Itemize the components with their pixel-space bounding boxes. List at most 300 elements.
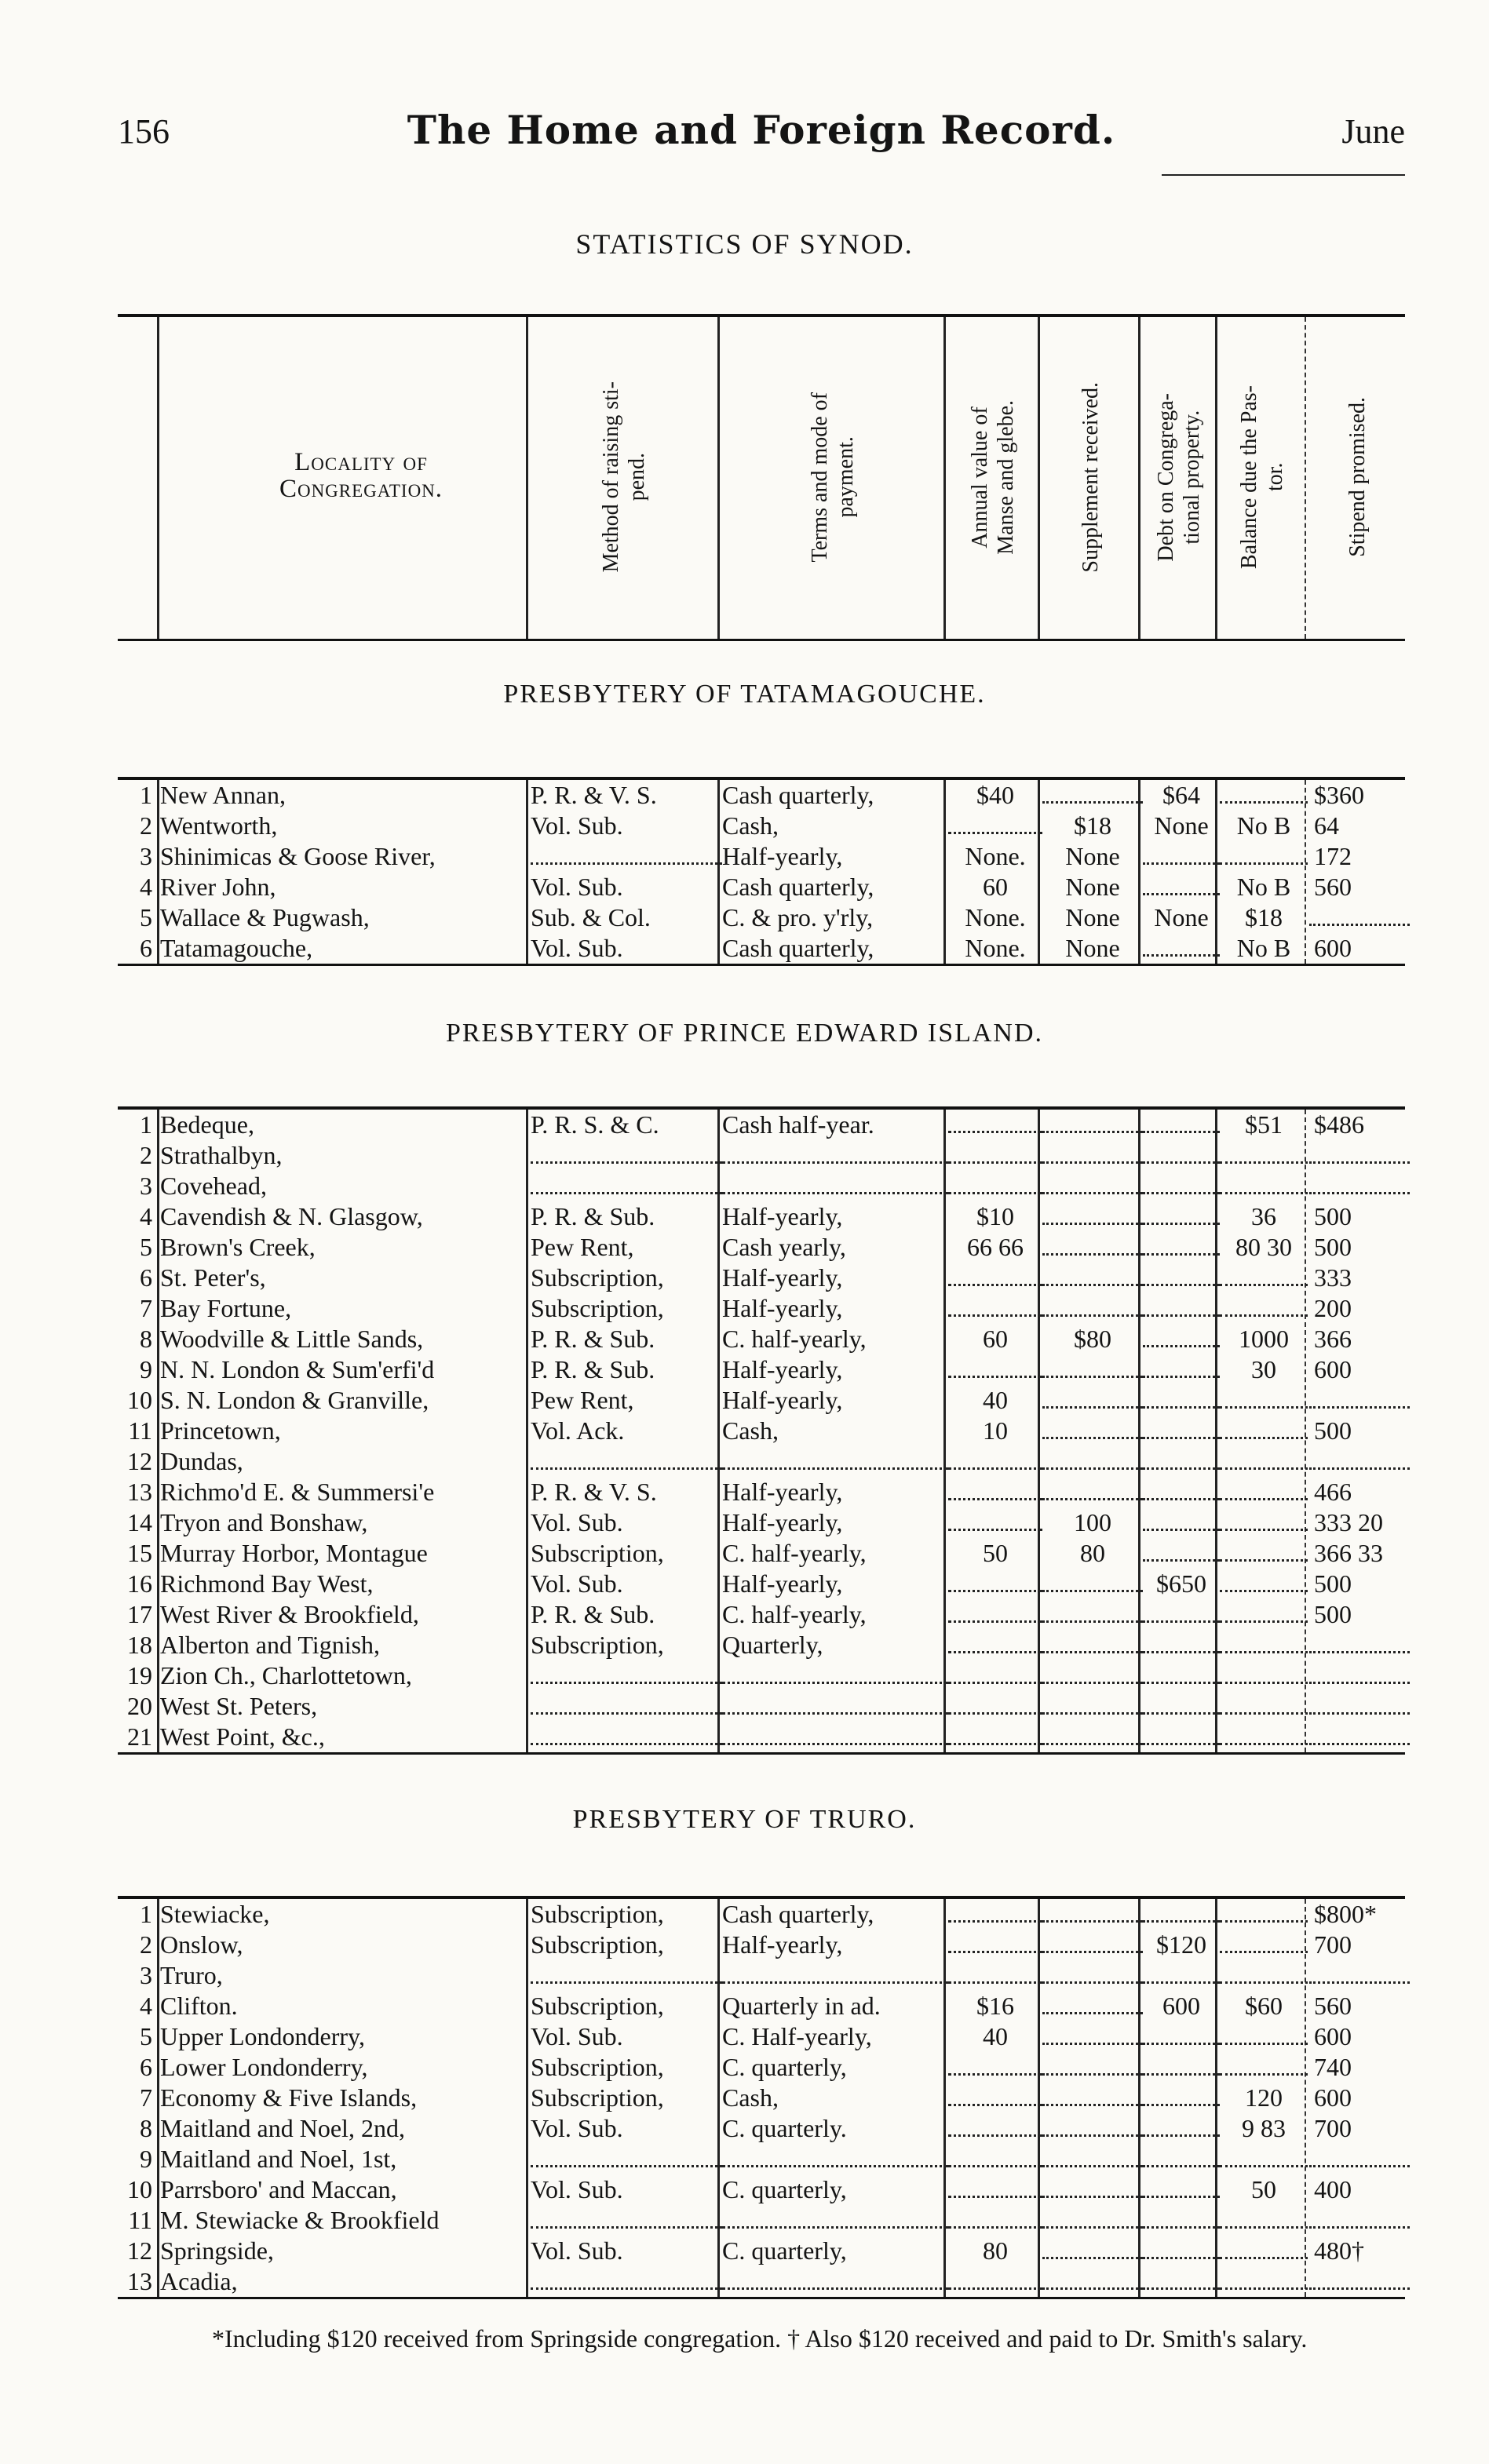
stipend-promised: 500 — [1314, 1233, 1352, 1261]
table-row — [118, 1691, 1405, 1722]
supplement-received — [1042, 1630, 1143, 1653]
table-row — [118, 1722, 1405, 1752]
stipend-method: Vol. Sub. — [531, 2236, 623, 2265]
congregational-debt — [1143, 1722, 1220, 1745]
stipend-promised — [1309, 1446, 1410, 1470]
congregation-name: Richmond Bay West, — [160, 1569, 374, 1598]
supplement-received — [1042, 2266, 1143, 2290]
table-row — [118, 2021, 1405, 2052]
balance-due: $51 — [1245, 1110, 1283, 1139]
stipend-promised: 366 33 — [1314, 1539, 1383, 1567]
row-number: 2 — [140, 1930, 152, 1959]
row-number: 2 — [140, 811, 152, 840]
manse-value — [948, 1569, 1042, 1592]
stipend-method: Subscription, — [531, 1992, 664, 2020]
stipend-method: Vol. Sub. — [531, 934, 623, 962]
balance-due: $60 — [1245, 1992, 1283, 2020]
congregational-debt: $64 — [1162, 781, 1200, 809]
stipend-promised: 172 — [1314, 842, 1352, 870]
balance-due: 120 — [1245, 2083, 1283, 2112]
stipend-method: Vol. Sub. — [531, 1508, 623, 1536]
row-number: 6 — [140, 2053, 152, 2081]
payment-terms: Cash, — [722, 1416, 779, 1445]
row-number: 13 — [127, 2267, 152, 2295]
payment-terms: C. quarterly. — [722, 2114, 847, 2142]
payment-terms: Cash quarterly, — [722, 873, 874, 901]
supplement-received — [1042, 1263, 1143, 1286]
balance-due: No B — [1236, 811, 1291, 840]
congregational-debt — [1143, 1477, 1220, 1500]
stipend-promised: 560 — [1314, 1992, 1352, 2020]
stipend-promised: 200 — [1314, 1294, 1352, 1322]
stipend-promised: 740 — [1314, 2053, 1352, 2081]
congregation-name: West Point, &c., — [160, 1722, 325, 1751]
supplement-received — [1042, 2113, 1143, 2137]
statistics-title: STATISTICS OF SYNOD. — [575, 228, 914, 260]
stipend-method: Subscription, — [531, 1539, 664, 1567]
stipend-method: Vol. Sub. — [531, 873, 623, 901]
supplement-received — [1042, 1232, 1143, 1256]
congregation-name: Murray Horbor, Montague — [160, 1539, 428, 1567]
terms-header-text: Terms and mode of payment. — [808, 392, 858, 563]
payment-terms: C. half-yearly, — [722, 1325, 867, 1353]
payment-terms: Quarterly, — [722, 1631, 823, 1659]
congregational-debt: None — [1154, 903, 1209, 931]
stipend-promised: 500 — [1314, 1416, 1352, 1445]
manse-value — [948, 2052, 1042, 2076]
stipend-promised: 64 — [1314, 811, 1339, 840]
supplement-received — [1042, 1354, 1143, 1378]
table-row — [118, 1507, 1405, 1538]
row-number: 12 — [127, 1447, 152, 1475]
supplement-received — [1042, 2205, 1143, 2229]
balance-due: 50 — [1251, 2175, 1276, 2203]
row-number: 13 — [127, 1478, 152, 1506]
stipend-method — [531, 1722, 722, 1745]
table-row — [118, 1354, 1405, 1385]
stipend-promised — [1309, 1140, 1410, 1164]
stipend-promised: 333 20 — [1314, 1508, 1383, 1536]
supplement-received — [1042, 2021, 1143, 2045]
balance-due — [1220, 1477, 1308, 1500]
balance-due — [1220, 1722, 1308, 1745]
supplement-received — [1042, 1569, 1143, 1592]
stipend-promised — [1309, 1691, 1410, 1715]
congregation-name: Maitland and Noel, 1st, — [160, 2145, 397, 2173]
supplement-received — [1042, 1385, 1143, 1409]
header-rule — [1162, 174, 1405, 176]
supplement-received: None — [1065, 873, 1120, 901]
manse-value — [948, 1660, 1042, 1684]
row-number: 12 — [127, 2236, 152, 2265]
congregation-name: Brown's Creek, — [160, 1233, 316, 1261]
balance-due — [1220, 1569, 1308, 1592]
balance-due: 30 — [1251, 1355, 1276, 1383]
stipend-method: Subscription, — [531, 2053, 664, 2081]
table-row — [118, 1899, 1405, 1930]
balance-due: No B — [1236, 873, 1291, 901]
stipend-method: Vol. Sub. — [531, 1569, 623, 1598]
stipend-method: P. R. & Sub. — [531, 1325, 655, 1353]
manse-value — [948, 1930, 1042, 1953]
manse-value — [948, 1722, 1042, 1745]
locality-header — [157, 449, 565, 502]
supplement-header-text: Supplement received. — [1078, 381, 1103, 573]
congregational-debt — [1143, 1660, 1220, 1684]
row-number: 1 — [140, 1110, 152, 1139]
manse-value — [948, 1263, 1042, 1286]
row-number: 8 — [140, 1325, 152, 1353]
page-header — [118, 107, 1405, 166]
payment-terms: C. Half-yearly, — [722, 2022, 872, 2050]
table-row — [118, 780, 1405, 811]
payment-terms: Half-yearly, — [722, 1930, 843, 1959]
stipend-promised: 480† — [1314, 2236, 1364, 2265]
congregation-name: West River & Brookfield, — [160, 1600, 419, 1628]
congregation-name: Bedeque, — [160, 1110, 254, 1139]
payment-terms: Half-yearly, — [722, 1386, 843, 1414]
congregational-debt — [1143, 2236, 1220, 2259]
supplement-received: None — [1065, 903, 1120, 931]
congregation-name: New Annan, — [160, 781, 286, 809]
row-number: 4 — [140, 873, 152, 901]
congregational-debt — [1143, 2266, 1220, 2290]
table-row — [118, 1446, 1405, 1477]
header-divider — [1138, 317, 1140, 639]
congregational-debt — [1143, 1385, 1220, 1409]
payment-terms: C. quarterly, — [722, 2053, 847, 2081]
row-number: 1 — [140, 1900, 152, 1928]
manse-value: 40 — [983, 1386, 1008, 1414]
manse-value — [948, 1354, 1042, 1378]
stipend-method: P. R. S. & C. — [531, 1110, 659, 1139]
manse-value — [948, 2205, 1042, 2229]
stipend-promised: 600 — [1314, 934, 1352, 962]
congregational-debt — [1143, 2113, 1220, 2137]
row-number: 17 — [127, 1600, 152, 1628]
table-row — [118, 1201, 1405, 1232]
row-number: 4 — [140, 1992, 152, 2020]
congregational-debt — [1143, 2144, 1220, 2167]
congregation-name: Strathalbyn, — [160, 1141, 283, 1169]
payment-terms: Cash, — [722, 811, 779, 840]
balance-header — [1220, 328, 1305, 626]
row-number: 10 — [127, 2175, 152, 2203]
congregation-name: Onslow, — [160, 1930, 243, 1959]
supplement-received — [1042, 1722, 1143, 1745]
congregation-name: Richmo'd E. & Summersi'e — [160, 1478, 435, 1506]
congregational-debt — [1143, 1446, 1220, 1470]
supplement-received — [1042, 1171, 1143, 1194]
locality-header-line2: Congregation. — [279, 475, 443, 503]
congregational-debt — [1143, 1263, 1220, 1286]
row-number: 5 — [140, 1233, 152, 1261]
congregational-debt — [1143, 1354, 1220, 1378]
table-row — [118, 2174, 1405, 2205]
congregation-name: Tryon and Bonshaw, — [160, 1508, 368, 1536]
stipend-method: P. R. & V. S. — [531, 781, 657, 809]
payment-terms — [722, 2266, 948, 2290]
row-number: 3 — [140, 842, 152, 870]
table-row — [118, 2083, 1405, 2113]
congregation-name: Dundas, — [160, 1447, 243, 1475]
stipend-promised — [1309, 1385, 1410, 1409]
stipend-method: Subscription, — [531, 2083, 664, 2112]
congregation-name: Covehead, — [160, 1172, 267, 1200]
payment-terms: Half-yearly, — [722, 1294, 843, 1322]
congregation-name: Maitland and Noel, 2nd, — [160, 2114, 405, 2142]
congregational-debt — [1143, 933, 1220, 957]
payment-terms: Cash, — [722, 2083, 779, 2112]
congregation-name: M. Stewiacke & Brookfield — [160, 2206, 440, 2234]
header-divider — [1305, 317, 1306, 639]
stipend-method: Vol. Ack. — [531, 1416, 625, 1445]
manse-value: 60 — [983, 873, 1008, 901]
payment-terms: Half-yearly, — [722, 1569, 843, 1598]
balance-due: 1000 — [1239, 1325, 1289, 1353]
payment-terms: C. half-yearly, — [722, 1539, 867, 1567]
supplement-received — [1042, 2144, 1143, 2167]
congregation-name: Parrsboro' and Maccan, — [160, 2175, 397, 2203]
stipend-promised — [1309, 1171, 1410, 1194]
congregation-name: Economy & Five Islands, — [160, 2083, 418, 2112]
supplement-received — [1042, 1416, 1143, 1439]
header-divider — [1215, 317, 1217, 639]
stipend-method — [531, 841, 722, 865]
balance-due — [1220, 1930, 1308, 1953]
row-number: 14 — [127, 1508, 152, 1536]
table-row — [118, 872, 1405, 902]
payment-terms: Cash quarterly, — [722, 1900, 874, 1928]
congregational-debt — [1143, 1599, 1220, 1623]
stipend-method: Vol. Sub. — [531, 2022, 623, 2050]
row-number: 15 — [127, 1539, 152, 1567]
balance-due — [1220, 1416, 1308, 1439]
stipend-method — [531, 1660, 722, 1684]
supplement-received — [1042, 2236, 1143, 2259]
stipend-promised: 500 — [1314, 1202, 1352, 1230]
row-number: 9 — [140, 1355, 152, 1383]
balance-due — [1220, 1599, 1308, 1623]
supplement-received — [1042, 2083, 1143, 2106]
congregation-name: Clifton. — [160, 1992, 238, 2020]
table-tatamagouche — [118, 777, 1405, 966]
table-row — [118, 1324, 1405, 1354]
payment-terms — [722, 1960, 948, 1984]
table-row — [118, 1960, 1405, 1991]
stipend-promised: 366 — [1314, 1325, 1352, 1353]
payment-terms: C. half-yearly, — [722, 1600, 867, 1628]
balance-due — [1220, 1446, 1308, 1470]
congregational-debt — [1143, 1538, 1220, 1562]
payment-terms: Cash quarterly, — [722, 934, 874, 962]
table-row — [118, 841, 1405, 872]
payment-terms: Half-yearly, — [722, 1478, 843, 1506]
balance-due — [1220, 841, 1308, 865]
section-title-pei: PRESBYTERY OF PRINCE EDWARD ISLAND. — [445, 1019, 1044, 1048]
table-row — [118, 902, 1405, 933]
congregational-debt — [1143, 2021, 1220, 2045]
congregational-debt — [1143, 1691, 1220, 1715]
congregational-debt: $120 — [1156, 1930, 1206, 1959]
stipend-method: P. R. & Sub. — [531, 1355, 655, 1383]
section-title-truro: PRESBYTERY OF TRURO. — [572, 1805, 917, 1834]
row-number: 9 — [140, 2145, 152, 2173]
row-number: 7 — [140, 2083, 152, 2112]
manse-value — [948, 2144, 1042, 2167]
payment-terms — [722, 1722, 948, 1745]
congregational-debt — [1143, 872, 1220, 895]
payment-terms: C. & pro. y'rly, — [722, 903, 874, 931]
table-row — [118, 1991, 1405, 2021]
supplement-received — [1042, 1293, 1143, 1317]
row-number: 20 — [127, 1692, 152, 1720]
stipend-method: Sub. & Col. — [531, 903, 651, 931]
congregational-debt — [1143, 1232, 1220, 1256]
supplement-received — [1042, 1660, 1143, 1684]
stipend-method: P. R. & V. S. — [531, 1478, 657, 1506]
row-number: 18 — [127, 1631, 152, 1659]
congregational-debt — [1143, 1899, 1220, 1923]
stipend-method — [531, 2205, 722, 2229]
stipend-promised: 500 — [1314, 1569, 1352, 1598]
row-number: 6 — [140, 934, 152, 962]
stipend-method: Vol. Sub. — [531, 2175, 623, 2203]
manse-value — [948, 2083, 1042, 2106]
stipend-promised — [1309, 902, 1410, 926]
payment-terms: Cash half-year. — [722, 1110, 874, 1139]
column-header-block — [118, 314, 1405, 641]
row-number: 16 — [127, 1569, 152, 1598]
row-number: 5 — [140, 903, 152, 931]
congregational-debt — [1143, 2174, 1220, 2198]
congregation-name: Cavendish & N. Glasgow, — [160, 1202, 423, 1230]
method-header-text: Method of raising sti- pend. — [599, 381, 649, 573]
balance-due — [1220, 2052, 1308, 2076]
congregation-name: St. Peter's, — [160, 1263, 266, 1292]
manse-value: 10 — [983, 1416, 1008, 1445]
row-number: 3 — [140, 1172, 152, 1200]
header-divider — [1038, 317, 1040, 639]
manse-value: 50 — [983, 1539, 1008, 1567]
congregation-name: S. N. London & Granville, — [160, 1386, 429, 1414]
payment-terms — [722, 1140, 948, 1164]
supplement-received: None — [1065, 842, 1120, 870]
congregational-debt — [1143, 1630, 1220, 1653]
table-row — [118, 1416, 1405, 1446]
balance-due — [1220, 2236, 1308, 2259]
balance-due: $18 — [1245, 903, 1283, 931]
stipend-method — [531, 1691, 722, 1715]
supplement-received: 80 — [1080, 1539, 1105, 1567]
stipend-method: Subscription, — [531, 1930, 664, 1959]
page-number: 156 — [118, 112, 170, 151]
manse-value: None. — [965, 842, 1026, 870]
supplement-received: $80 — [1074, 1325, 1111, 1353]
supplement-received — [1042, 1691, 1143, 1715]
congregational-debt — [1143, 1110, 1220, 1133]
table-row — [118, 1630, 1405, 1660]
table-row — [118, 2236, 1405, 2266]
supplement-received — [1042, 1991, 1143, 2014]
stipend-promised: 500 — [1314, 1600, 1352, 1628]
stipend-method: Pew Rent, — [531, 1233, 634, 1261]
congregational-debt — [1143, 1140, 1220, 1164]
stipend-method: Vol. Sub. — [531, 811, 623, 840]
balance-header-text: Balance due the Pas- tor. — [1237, 385, 1287, 570]
balance-due — [1220, 1507, 1308, 1531]
congregational-debt — [1143, 1416, 1220, 1439]
manse-value — [948, 1171, 1042, 1194]
row-number: 8 — [140, 2114, 152, 2142]
congregational-debt — [1143, 2083, 1220, 2106]
manse-value — [948, 1599, 1042, 1623]
manse-value: None. — [965, 903, 1026, 931]
congregation-name: Woodville & Little Sands, — [160, 1325, 424, 1353]
manse-value — [948, 1507, 1042, 1531]
balance-due — [1220, 1140, 1308, 1164]
row-number: 3 — [140, 1961, 152, 1989]
table-row — [118, 2052, 1405, 2083]
stipend-promised — [1309, 1722, 1410, 1745]
manse-value — [948, 1960, 1042, 1984]
stipend-promised: 466 — [1314, 1478, 1352, 1506]
balance-due — [1220, 2021, 1308, 2045]
table-row — [118, 1140, 1405, 1171]
stipend-promised: 600 — [1314, 1355, 1352, 1383]
payment-terms: Half-yearly, — [722, 1202, 843, 1230]
balance-due — [1220, 1960, 1308, 1984]
balance-due: 80 30 — [1235, 1233, 1292, 1261]
method-header — [531, 328, 717, 626]
payment-terms — [722, 1171, 948, 1194]
terms-header — [722, 328, 943, 626]
row-number: 1 — [140, 781, 152, 809]
manse-value: $10 — [976, 1202, 1014, 1230]
table-row — [118, 1569, 1405, 1599]
payment-terms: Cash quarterly, — [722, 781, 874, 809]
congregational-debt — [1143, 2052, 1220, 2076]
congregation-name: N. N. London & Sum'erfi'd — [160, 1355, 435, 1383]
supplement-received — [1042, 2174, 1143, 2198]
manse-value — [948, 1691, 1042, 1715]
congregation-name: Truro, — [160, 1961, 223, 1989]
stipend-header-text: Stipend promised. — [1345, 397, 1370, 557]
stipend-method — [531, 2144, 722, 2167]
debt-header — [1143, 328, 1215, 626]
stipend-promised: 333 — [1314, 1263, 1352, 1292]
stipend-promised — [1309, 2205, 1410, 2229]
stipend-promised: 700 — [1314, 1930, 1352, 1959]
manse-value: 80 — [983, 2236, 1008, 2265]
supplement-received — [1042, 1446, 1143, 1470]
congregation-name: Shinimicas & Goose River, — [160, 842, 436, 870]
stipend-method: Subscription, — [531, 1900, 664, 1928]
congregational-debt — [1143, 1507, 1220, 1531]
balance-due — [1220, 1660, 1308, 1684]
congregation-name: Wallace & Pugwash, — [160, 903, 370, 931]
stipend-promised: 600 — [1314, 2083, 1352, 2112]
stipend-promised: $360 — [1314, 781, 1364, 809]
row-number: 4 — [140, 1202, 152, 1230]
manse-header-text: Annual value of Manse and glebe. — [968, 399, 1018, 555]
congregational-debt — [1143, 1171, 1220, 1194]
section-title-tatamagouche: PRESBYTERY OF TATAMAGOUCHE. — [503, 680, 986, 709]
stipend-method — [531, 1960, 722, 1984]
congregational-debt: 600 — [1162, 1992, 1200, 2020]
payment-terms — [722, 1660, 948, 1684]
stipend-method: Subscription, — [531, 1631, 664, 1659]
